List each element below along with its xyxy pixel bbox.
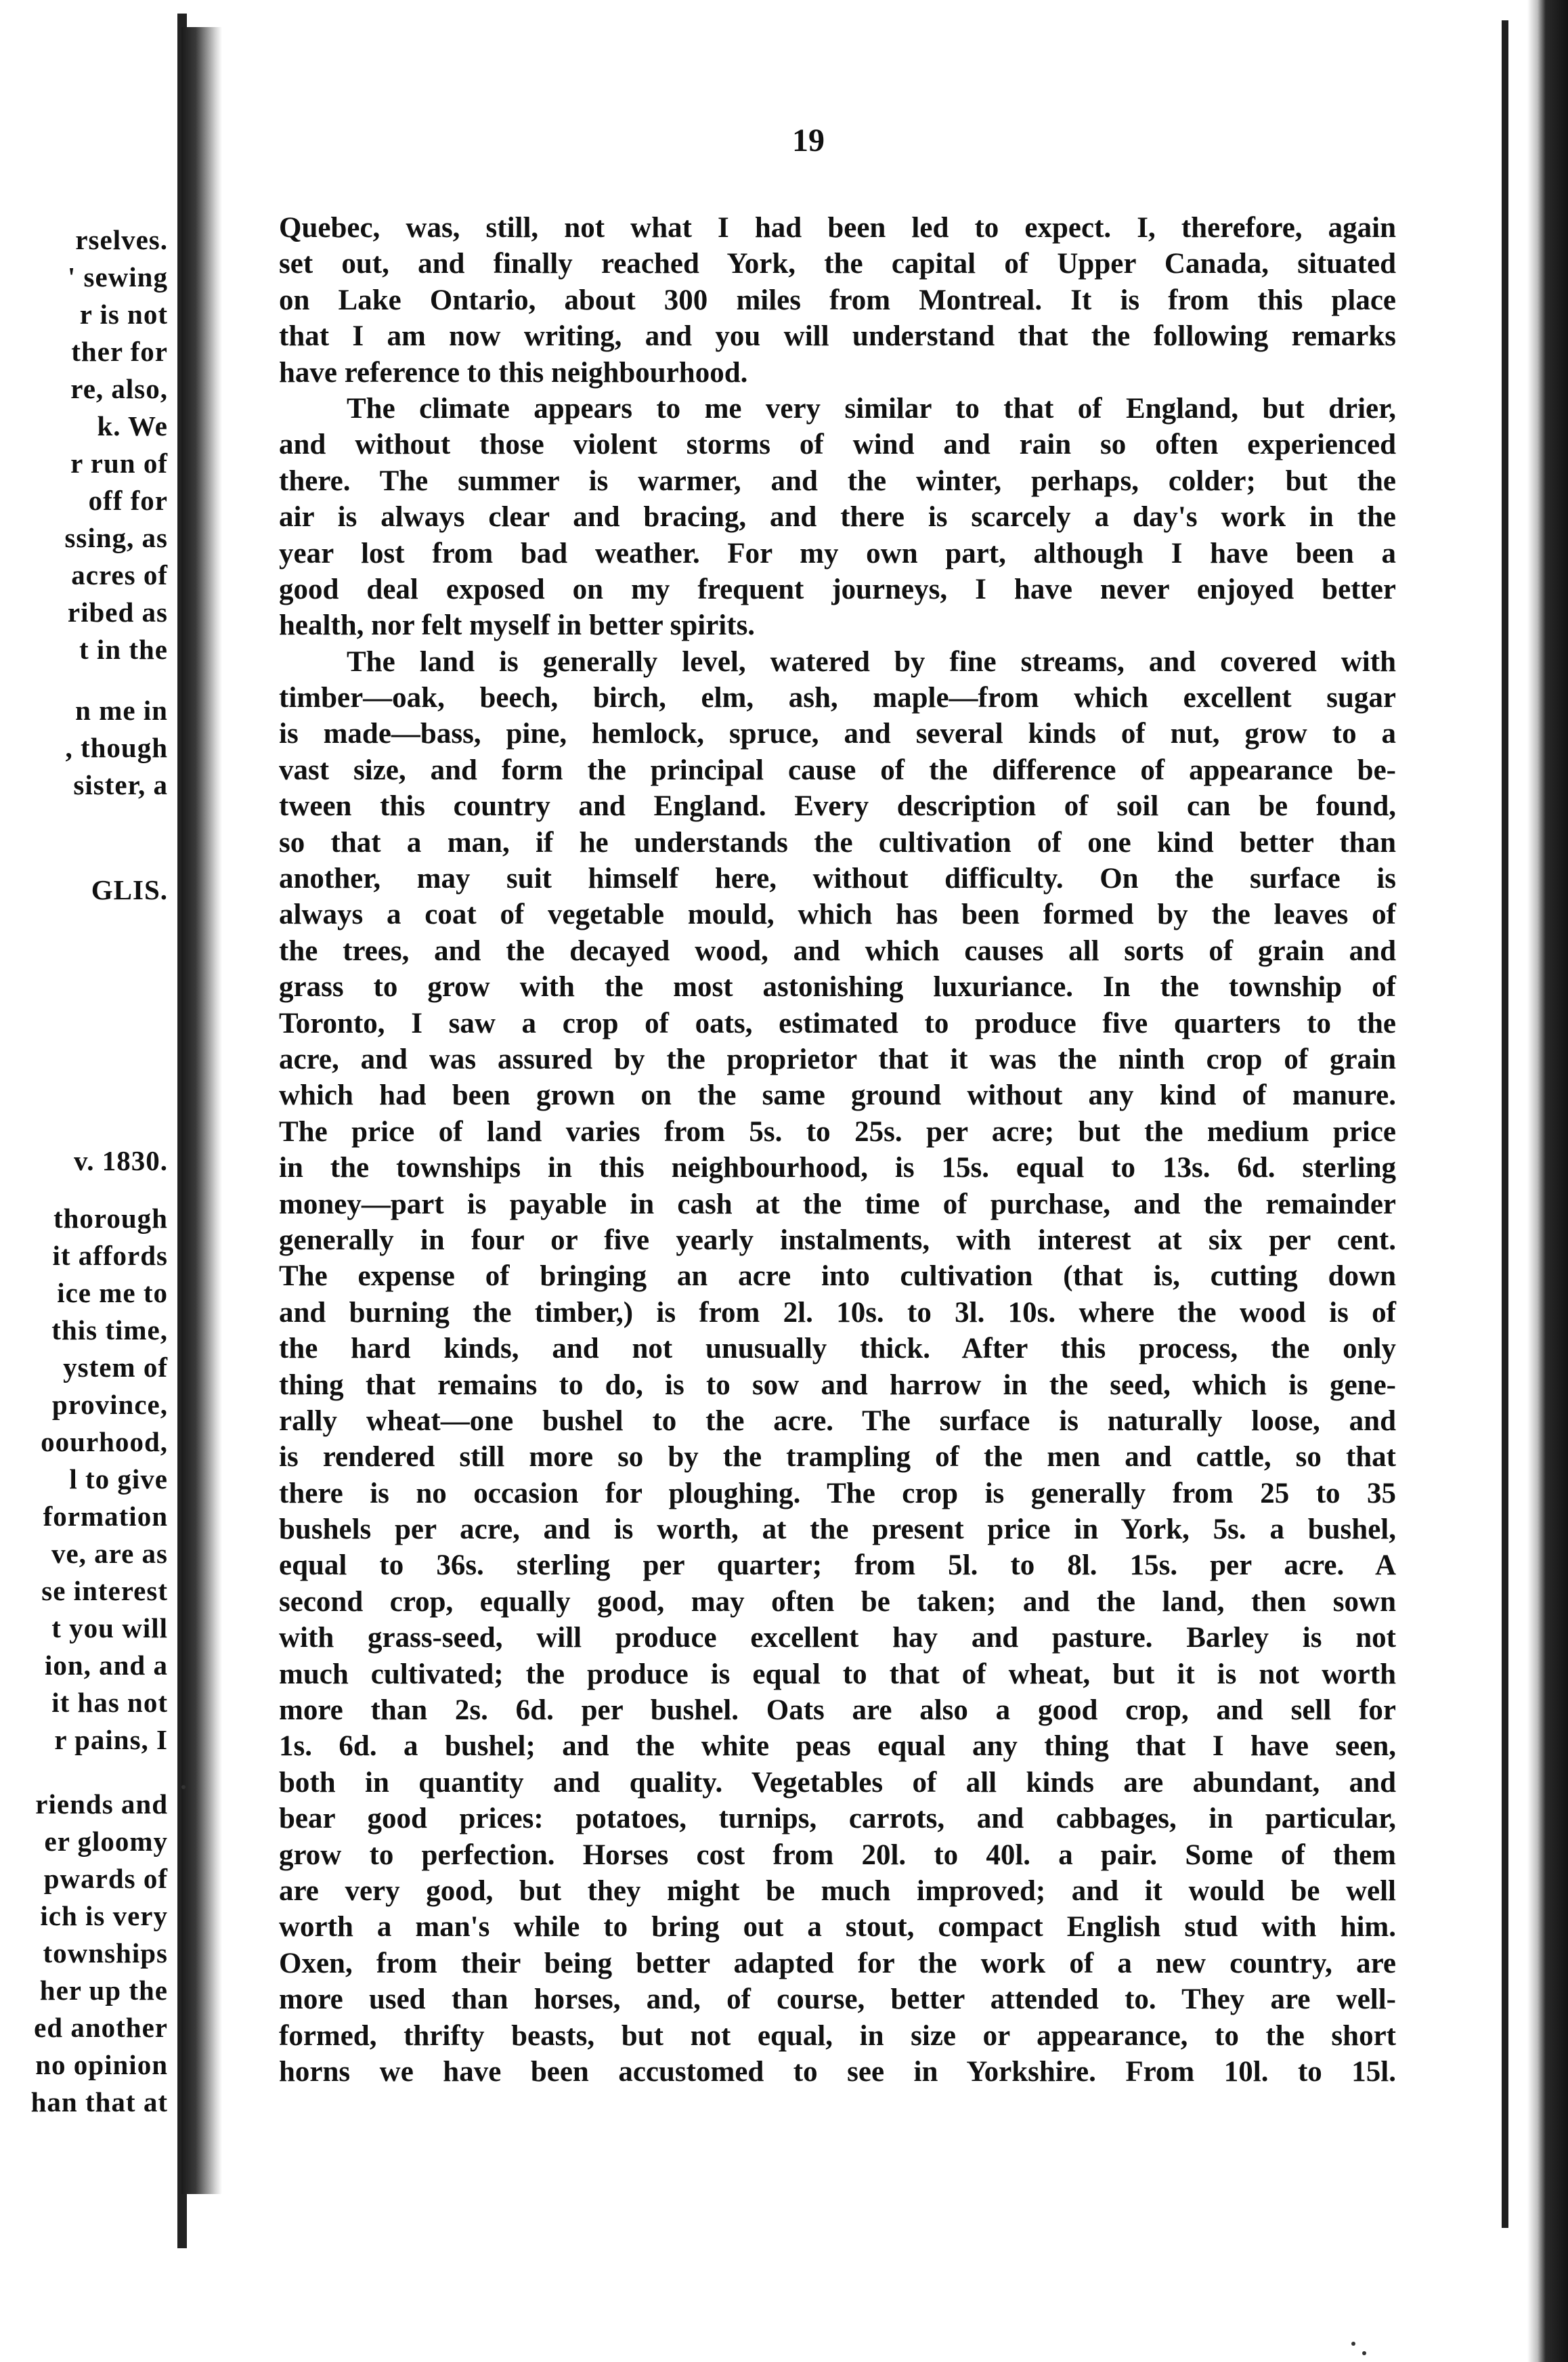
facing-page-line: r pains, I: [54, 1724, 168, 1755]
facing-page-line: ' sewing: [67, 261, 168, 293]
text-line: year lost from bad weather. For my own part, although I have been a: [279, 537, 1396, 570]
text-line: money—part is payable in cash at the time of purchase, and the remainder: [279, 1188, 1396, 1220]
text-line: horns we have been accustomed to see in Yorkshire. From 10l. to 15l.: [279, 2055, 1396, 2088]
facing-page-line: ed another: [34, 2012, 168, 2043]
text-line: tween this country and England. Every description of soil can be found,: [279, 790, 1396, 823]
text-line: bear good prices: potatoes, turnips, carrots, and cabbages, in particular,: [279, 1803, 1396, 1835]
text-line: The land is generally level, watered by fine streams, and covered with: [347, 645, 1396, 678]
facing-page-fragment: [0, 0, 168, 2362]
text-line: which had been grown on the same ground without any kind of manure.: [279, 1079, 1396, 1112]
facing-page-line: ich is very: [40, 1900, 168, 1931]
facing-page-line: ribed as: [67, 597, 168, 628]
facing-page-line: rselves.: [75, 224, 168, 255]
text-line: The expense of bringing an acre into cultivation (that is, cutting down: [279, 1260, 1396, 1293]
text-line: generally in four or five yearly instalments, with interest at six per cent.: [279, 1224, 1396, 1256]
text-line: timber—oak, beech, birch, elm, ash, maple—from which excellent sugar: [279, 682, 1396, 714]
facing-page-line: t in the: [79, 634, 168, 665]
text-line: in the townships in this neighbourhood, is 15s. equal to 13s. 6d. sterling: [279, 1152, 1396, 1184]
text-line: worth a man's while to bring out a stout, compact English stud with him.: [279, 1911, 1396, 1944]
facing-page-line: her up the: [39, 1975, 168, 2006]
text-line: formed, thrifty beasts, but not equal, in size or appearance, to the short: [279, 2019, 1396, 2052]
facing-page-line: off for: [88, 485, 168, 516]
facing-page-line: ystem of: [63, 1352, 168, 1383]
page-gutter-shadow: [181, 27, 222, 2194]
text-line: rally wheat—one bushel to the acre. The surface is naturally loose, and: [279, 1404, 1396, 1437]
facing-page-line: re, also,: [70, 373, 168, 404]
facing-page-line: province,: [51, 1389, 168, 1420]
facing-page-line: k. We: [97, 410, 168, 442]
page-number: 19: [792, 123, 825, 158]
text-line: Quebec, was, still, not what I had been led to expect. I, therefore, again: [279, 212, 1396, 244]
facing-page-line: oourhood,: [41, 1426, 168, 1457]
text-line: Toronto, I saw a crop of oats, estimated to produce five quarters to the: [279, 1007, 1396, 1039]
facing-page-line: t you will: [51, 1612, 168, 1644]
facing-page-line: r run of: [70, 448, 168, 479]
facing-page-line: no opinion: [35, 2049, 168, 2080]
text-line: are very good, but they might be much improved; and it would be well: [279, 1874, 1396, 1907]
text-line: Oxen, from their being better adapted for the work of a new country, are: [279, 1947, 1396, 1979]
scan-speck: [181, 1785, 186, 1789]
text-line: grow to perfection. Horses cost from 20l. to 40l. a pair. Some of them: [279, 1839, 1396, 1871]
facing-page-line: ve, are as: [51, 1538, 168, 1569]
scan-speck: [1351, 2342, 1355, 2346]
text-line: 1s. 6d. a bushel; and the white peas equal any thing that I have seen,: [279, 1730, 1396, 1763]
facing-page-line: townships: [43, 1937, 168, 1969]
text-line: The price of land varies from 5s. to 25s. per acre; but the medium price: [279, 1115, 1396, 1148]
text-line: thing that remains to do, is to sow and harrow in the seed, which is gene-: [279, 1369, 1396, 1401]
text-line: equal to 36s. sterling per quarter; from 5l. to 8l. 15s. per acre. A: [279, 1549, 1396, 1582]
text-line: air is always clear and bracing, and there is scarcely a day's work in the: [279, 501, 1396, 534]
text-line: is rendered still more so by the trampling of the men and cattle, so that: [279, 1441, 1396, 1474]
text-line: health, nor felt myself in better spirits.: [279, 609, 756, 642]
text-line: second crop, equally good, may often be taken; and the land, then sown: [279, 1585, 1396, 1618]
facing-page-line: ice me to: [57, 1277, 168, 1308]
text-line: have reference to this neighbourhood.: [279, 356, 748, 389]
facing-page-line: thorough: [53, 1203, 168, 1234]
facing-page-line: l to give: [69, 1463, 168, 1495]
scan-speck: [1362, 2351, 1366, 2355]
text-line: grass to grow with the most astonishing luxuriance. In the township of: [279, 971, 1396, 1004]
text-line: good deal exposed on my frequent journeys, I have never enjoyed better: [279, 573, 1396, 605]
text-line: on Lake Ontario, about 300 miles from Montreal. It is from this place: [279, 284, 1396, 316]
facing-page-line: sister, a: [73, 769, 168, 800]
facing-page-line: ion, and a: [44, 1650, 168, 1681]
text-line: there is no occasion for ploughing. The crop is generally from 25 to 35: [279, 1477, 1396, 1509]
facing-page-line: er gloomy: [44, 1826, 168, 1857]
facing-page-line: r is not: [79, 299, 168, 330]
facing-page-line: it has not: [51, 1687, 168, 1718]
text-line: the hard kinds, and not unusually thick. After this process, the only: [279, 1333, 1396, 1365]
facing-page-line: se interest: [41, 1575, 168, 1606]
facing-page-line: acres of: [71, 559, 168, 590]
text-line: more used than horses, and, of course, better attended to. They are well-: [279, 1983, 1396, 2016]
text-line: bushels per acre, and is worth, at the present price in York, 5s. a bushel,: [279, 1513, 1396, 1546]
text-line: always a coat of vegetable mould, which has been formed by the leaves of: [279, 899, 1396, 931]
facing-page-line: riends and: [35, 1788, 168, 1820]
body-text: [279, 210, 1396, 2090]
text-line: another, may suit himself here, without difficulty. On the surface is: [279, 863, 1396, 895]
facing-page-line: han that at: [30, 2086, 168, 2118]
text-line: and burning the timber,) is from 2l. 10s. to 3l. 10s. where the wood is of: [279, 1296, 1396, 1329]
text-line: The climate appears to me very similar to that of England, but drier,: [347, 392, 1396, 425]
facing-page-line: ther for: [71, 336, 168, 367]
text-line: and without those violent storms of wind and rain so often experienced: [279, 429, 1396, 461]
text-line: both in quantity and quality. Vegetables of all kinds are abundant, and: [279, 1766, 1396, 1799]
text-line: there. The summer is warmer, and the winter, perhaps, colder; but the: [279, 465, 1396, 497]
facing-page-line: pwards of: [43, 1863, 168, 1894]
facing-page-line: v. 1830.: [74, 1145, 168, 1176]
text-line: that I am now writing, and you will understand that the following remarks: [279, 320, 1396, 353]
facing-page-line: n me in: [75, 695, 168, 726]
text-line: with grass-seed, will produce excellent hay and pasture. Barley is not: [279, 1622, 1396, 1654]
text-line: much cultivated; the produce is equal to that of wheat, but it is not worth: [279, 1658, 1396, 1690]
text-line: the trees, and the decayed wood, and which causes all sorts of grain and: [279, 935, 1396, 967]
page-right-edge: [1527, 0, 1568, 2362]
facing-page-line: ssing, as: [64, 522, 168, 553]
text-line: set out, and finally reached York, the capital of Upper Canada, situated: [279, 248, 1396, 280]
facing-page-line: it affords: [52, 1240, 168, 1271]
text-line: so that a man, if he understands the cultivation of one kind better than: [279, 826, 1396, 859]
text-line: more than 2s. 6d. per bushel. Oats are also a good crop, and sell for: [279, 1694, 1396, 1727]
text-line: vast size, and form the principal cause of the difference of appearance be-: [279, 754, 1396, 786]
facing-page-line: this time,: [51, 1314, 168, 1346]
page-edge-line: [1502, 20, 1508, 2228]
facing-page-line: , though: [65, 732, 168, 763]
facing-page-line: GLIS.: [91, 874, 168, 905]
text-line: acre, and was assured by the proprietor that it was the ninth crop of grain: [279, 1043, 1396, 1075]
facing-page-line: formation: [43, 1501, 168, 1532]
text-line: is made—bass, pine, hemlock, spruce, and several kinds of nut, grow to a: [279, 718, 1396, 750]
